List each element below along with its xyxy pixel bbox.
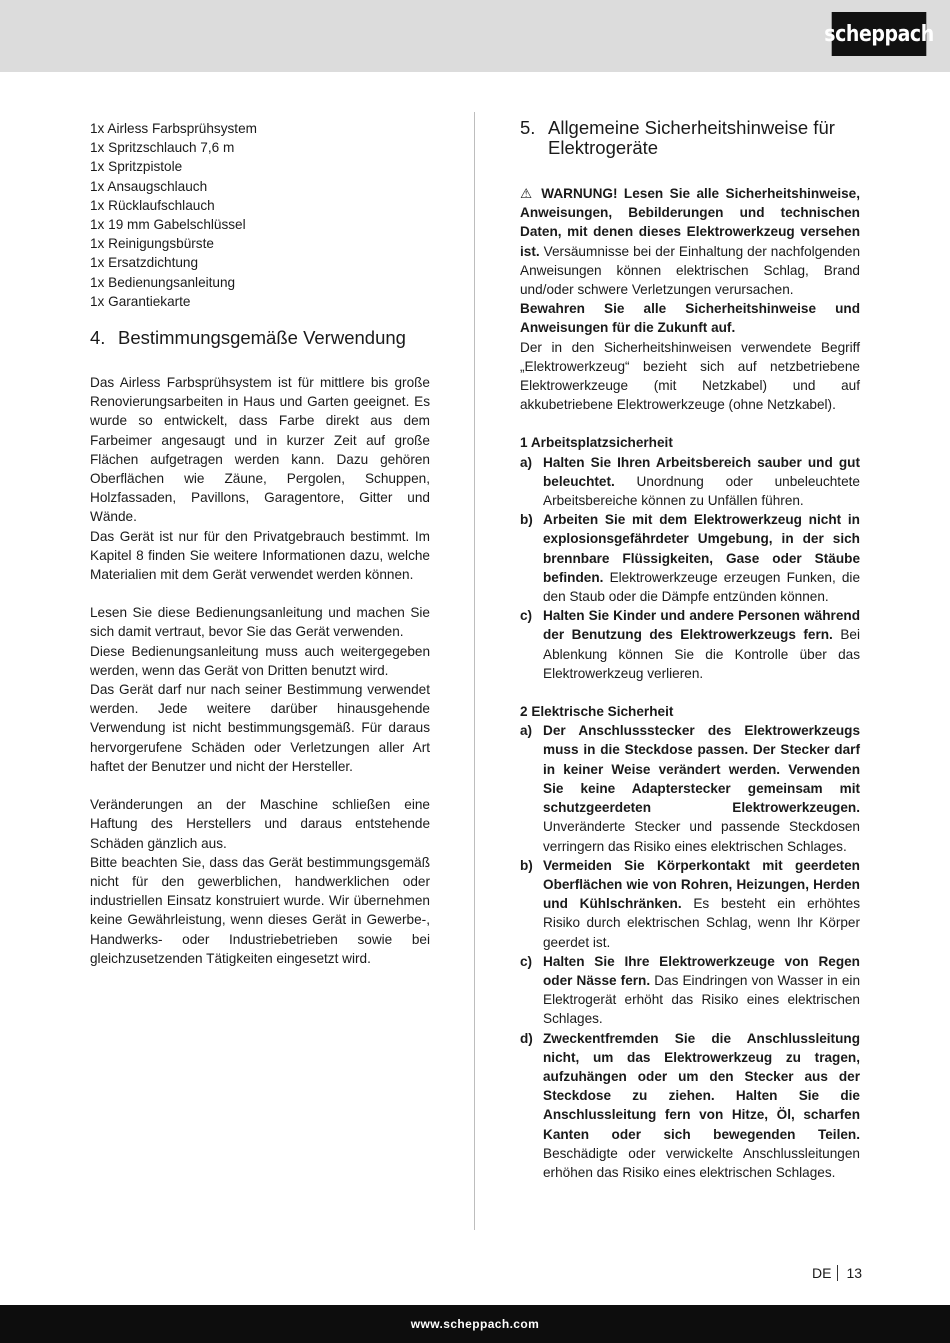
item-body: Unordnung oder unbeleuchtete Arbeitsbereiche können zu Unfällen führen. — [543, 473, 860, 509]
list-item: 1x Garantiekarte — [90, 293, 191, 309]
list-item: 1x 19 mm Gabelschlüssel — [90, 217, 246, 233]
page-number-value: 13 — [846, 1265, 863, 1281]
website-link[interactable]: www.scheppach.com — [410, 1317, 540, 1331]
list-item: 1x Rücklaufschlauch — [90, 197, 215, 213]
list-item: 1x Airless Farbsprühsystem — [90, 121, 257, 136]
list-item — [520, 453, 860, 511]
list-item: 1x Spritzschlauch 7,6 m — [90, 140, 235, 156]
item-bold: Zweckentfremden Sie die Anschlussleitung nicht, um das Elektrowerkzeug zu tragen, aufzuhängen oder um den Stecker aus der Steckdose zu ziehen. Halten Sie die Anschlussleitung fern von Hitze, Öl, scharfen Kanten oder sich bewegenden Teilen. — [543, 1030, 860, 1142]
paragraph: Das Gerät ist nur für den Privatgebrauch bestimmt. Im Kapitel 8 finden Sie weitere Informationen dazu, welche Materialien mit dem Gerät verwendet werden können. — [90, 528, 430, 583]
paragraph: Lesen Sie diese Bedienungsanleitung und machen Sie sich damit vertraut, bevor Sie das Gerät verwenden. — [90, 605, 430, 640]
item-body: Das Eindringen von Wasser in ein Elektrogerät erhöht das Risiko eines elektrischen Schlages. — [543, 972, 861, 1027]
page-number — [812, 1265, 862, 1281]
logo-text: scheppach — [824, 21, 934, 47]
definition-paragraph: Der in den Sicherheitshinweisen verwendete Begriff „Elektrowerkzeug“ bezieht sich auf netzbetriebene Elektrowerkzeuge (mit Netzkabel) und auf akkubetriebene Elektrowerkzeuge (ohne Netzkabel). — [520, 339, 860, 413]
scheppach-logo — [824, 12, 934, 56]
paragraph: Das Gerät darf nur nach seiner Bestimmung verwendet werden. Jede weitere darüber hinausgehende Verwendung ist nicht bestimmungsgemäß. Für daraus hervorgerufene Schäden oder Verletzungen aller Art haftet der Benutzer und nicht der Hersteller. — [90, 682, 430, 774]
column-divider — [474, 112, 475, 1230]
item-label: b) — [520, 512, 533, 528]
list-item — [520, 606, 860, 683]
item-bold: Halten Sie Ihre Elektrowerkzeuge von Regen oder Nässe fern. — [543, 953, 860, 988]
item-bold: Vermeiden Sie Körperkontakt mit geerdeten Oberflächen wie von Rohren, Heizungen, Herden und Kühlschränken. — [543, 857, 860, 912]
item-body: Elektrowerkzeuge erzeugen Funken, die den Staub oder die Dämpfe entzünden können. — [543, 569, 860, 605]
footer-bar — [0, 1305, 950, 1343]
list-item — [520, 856, 860, 952]
subsection-heading: 1 Arbeitsplatzsicherheit — [520, 435, 673, 451]
paragraph: Veränderungen an der Maschine schließen eine Haftung des Herstellers und daraus entstehende Schäden gänzlich aus. — [90, 797, 430, 851]
item-body: Es besteht ein erhöhtes Risiko durch elektrischen Schlag, wenn Ihr Körper geerdet ist. — [543, 896, 861, 950]
item-body: Bei Ablenkung können Sie die Kontrolle über das Elektrowerkzeug verlieren. — [543, 627, 860, 681]
right-column — [520, 118, 860, 1182]
item-label: a) — [520, 723, 533, 739]
item-bold: Der Anschlussstecker des Elektrowerkzeugs muss in die Steckdose passen. Der Stecker darf in keiner Weise verändert werden. Verwenden Sie keine Adapterstecker gemeinsam mit schutzgeerdeten Elektrowerkzeugen. — [543, 723, 860, 816]
paragraph: Diese Bedienungsanleitung muss auch weitergegeben werden, wenn das Gerät von Dritten benutzt wird. — [90, 643, 430, 678]
item-label: c) — [520, 608, 533, 624]
warning-bold: WARNUNG! Lesen Sie alle Sicherheitshinweise, Anweisungen, Bebilderungen und technischen Daten, mit denen dieses Elektrowerkzeug versehen ist. — [520, 186, 861, 259]
section-number: 4. — [90, 327, 106, 349]
item-label: b) — [520, 857, 533, 873]
item-label: a) — [520, 454, 533, 470]
item-text — [543, 952, 860, 1029]
warning-text: Versäumnisse bei der Einhaltung der nachfolgenden Anweisungen können elektrischen Schlag, Brand und/oder schwere Verletzungen verursachen. — [520, 243, 861, 298]
item-body: Unveränderte Stecker und passende Steckdosen verringern das Risiko eines elektrischen Schlages. — [543, 819, 860, 854]
item-text — [543, 856, 860, 952]
paragraph: Bitte beachten Sie, dass das Gerät bestimmungsgemäß nicht für den gewerblichen, handwerklichen oder industriellen Einsatz konstruiert wurde. Wir übernehmen keine Gewährleistung, wenn dieses Gerät in Gewerbe-, Handwerks- oder Industriebetrieben sowie bei gleichzusetzenden Tätigkeiten eingesetzt wird. — [90, 854, 430, 966]
header-bar — [0, 0, 950, 72]
item-text — [543, 606, 860, 683]
warning-paragraph — [520, 184, 860, 299]
left-column — [90, 119, 430, 968]
item-label: c) — [520, 953, 533, 969]
list-item — [520, 510, 860, 606]
workplace-safety-list — [520, 453, 860, 683]
section-5-heading — [520, 118, 860, 158]
section-title: Bestimmungsgemäße Verwendung — [118, 327, 406, 349]
subsection-heading: 2 Elektrische Sicherheit — [520, 704, 674, 720]
item-text — [543, 510, 860, 606]
list-item — [520, 721, 860, 855]
list-item — [520, 952, 860, 1029]
item-text — [543, 721, 860, 855]
list-item: 1x Bedienungsanleitung — [90, 274, 236, 290]
item-text — [543, 453, 860, 511]
keep-instructions — [520, 299, 860, 337]
paragraph: Das Airless Farbsprühsystem ist für mittlere bis große Renovierungsarbeiten in Haus und Garten geeignet. Es wurde so entwickelt, dass Farbe direkt aus dem Farbeimer angesaugt und in kurzer Zeit auf große Flächen aufgetragen werden kann. Dazu gehören Oberflächen wie Zäune, Pergolen, Schuppen, Holzfassaden, Pavillons, Garagentore, Gitter und Wände. — [90, 375, 430, 525]
item-body: Beschädigte oder verwickelte Anschlussleitungen erhöhen das Risiko eines elektrischen Schlages. — [543, 1145, 860, 1180]
list-item — [520, 1029, 860, 1183]
list-item: 1x Ansaugschlauch — [90, 178, 208, 194]
section-title: Allgemeine Sicherheitshinweise für Elektrogeräte — [548, 117, 835, 158]
item-bold: Arbeiten Sie mit dem Elektrowerkzeug nicht in explosionsgefährdeter Umgebung, in der sich brennbare Flüssigkeiten, Gase oder Stäube befinden. — [543, 512, 860, 585]
section-4-heading — [90, 328, 430, 348]
electrical-safety-list — [520, 721, 860, 1182]
item-text — [543, 1029, 860, 1183]
section-number: 5. — [520, 117, 536, 138]
item-label: d) — [520, 1030, 533, 1046]
list-item: 1x Reinigungsbürste — [90, 236, 214, 252]
keep-bold: Bewahren Sie alle Sicherheitshinweise und Anweisungen für die Zukunft auf. — [520, 301, 860, 336]
delivery-contents-list — [90, 119, 430, 311]
item-bold: Halten Sie Kinder und andere Personen während der Benutzung des Elektrowerkzeugs fern. — [543, 608, 860, 643]
language-code: DE — [812, 1265, 832, 1281]
list-item: 1x Spritzpistole — [90, 159, 183, 175]
list-item: 1x Ersatzdichtung — [90, 255, 199, 271]
warning-icon: ⚠ — [520, 186, 535, 201]
item-bold: Halten Sie Ihren Arbeitsbereich sauber und gut beleuchtet. — [543, 454, 860, 489]
page-separator — [837, 1265, 838, 1281]
